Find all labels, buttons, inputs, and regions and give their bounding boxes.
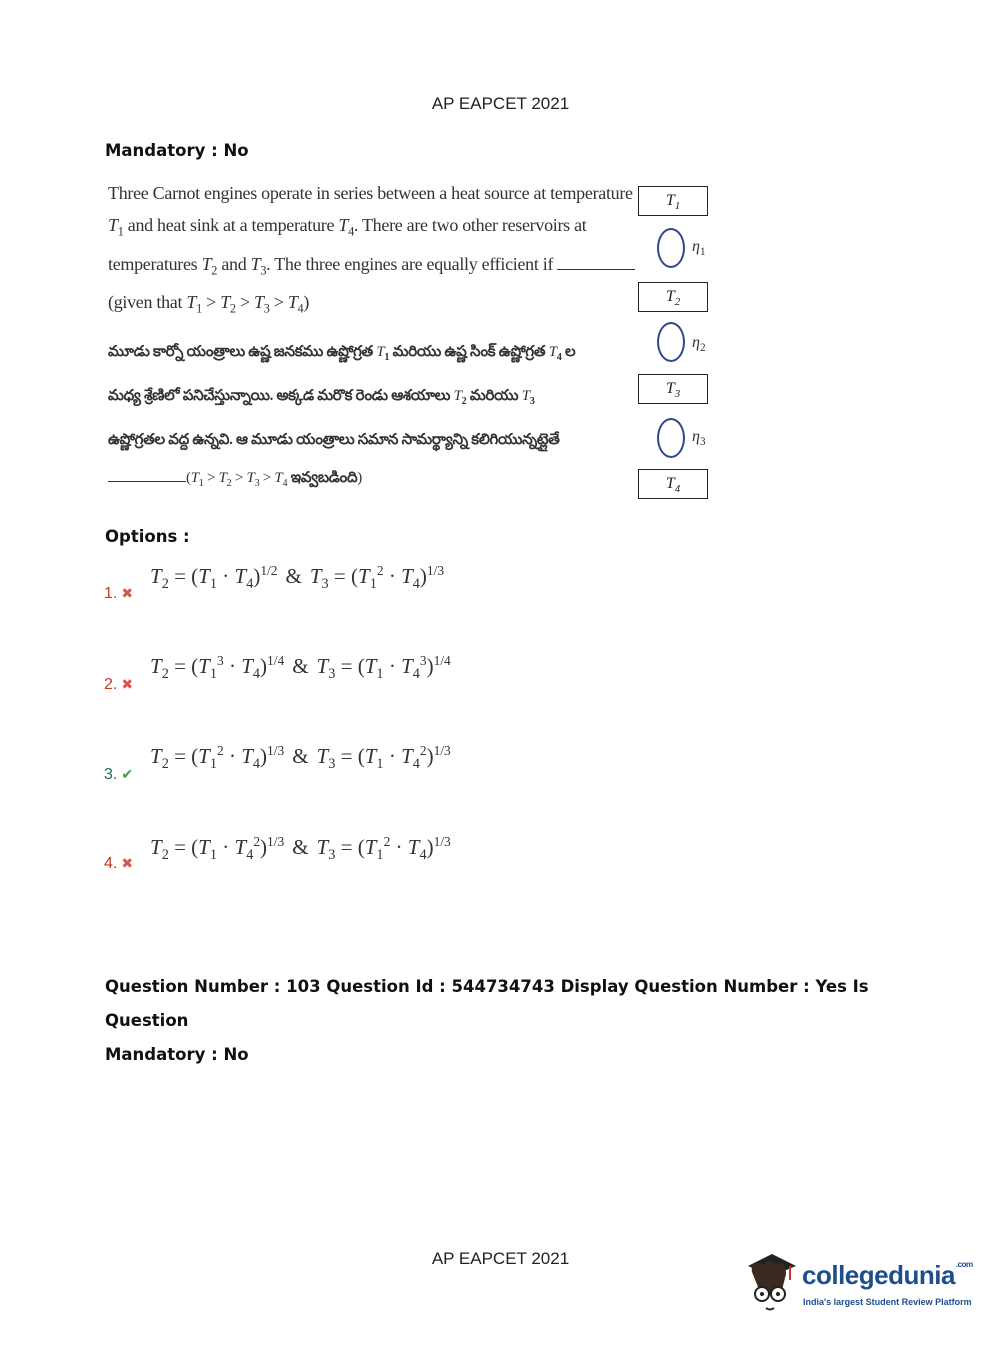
check-mark-icon: ✔ [121, 766, 134, 782]
option-3[interactable]: 3. ✔ [104, 766, 134, 783]
options-label: Options : [105, 527, 190, 546]
question-line-4: (given that $T_1 > T_2 > T_3 > T_4$) [108, 292, 310, 316]
question-meta [105, 970, 905, 1072]
answer-blank-telugu [108, 463, 186, 482]
engine-2-icon [657, 322, 685, 362]
collegedunia-logo [742, 1250, 972, 1320]
question-line-3: temperatures $T_2$ and $T_3$. The three engines are equally efficient if [108, 248, 618, 287]
option-2[interactable]: 2. ✖ [104, 676, 134, 693]
mandatory-label: Mandatory : No [105, 141, 249, 160]
question-meta-line-1: Question Number : 103 Question Id : 544734743 Display Question Number : Yes Is Question [105, 977, 869, 1030]
question-line-1: Three Carnot engines operate in series between a heat source at temperature [108, 183, 633, 203]
question-english [108, 177, 633, 325]
reservoir-t1: $T_1$ [638, 186, 708, 216]
reservoir-t4: $T_4$ [638, 469, 708, 499]
wrong-mark-icon: ✖ [121, 676, 134, 692]
wrong-mark-icon: ✖ [121, 585, 134, 601]
option-4[interactable]: 4. ✖ [104, 855, 134, 872]
logo-wordmark: collegedunia$^{.com}$ [802, 1260, 973, 1290]
engine-3-icon [657, 418, 685, 458]
engine-1-icon [657, 228, 685, 268]
reservoir-t2: $T_2$ [638, 282, 708, 312]
option-1[interactable]: 1. ✖ [104, 585, 134, 602]
answer-blank [557, 251, 635, 270]
option-4-formula: $T_2 = (T_1 \cdot T_4^2)^{1/3}$ & $T_3 = (T_1^2 \cdot T_4)^{1/3}$ [150, 834, 451, 864]
mascot-logo-icon [742, 1250, 798, 1316]
reservoir-t3: $T_3$ [638, 374, 708, 404]
efficiency-eta1: $\eta_1$ [692, 238, 706, 259]
option-3-formula: $T_2 = (T_1^2 \cdot T_4)^{1/3}$ & $T_3 = (T_1 \cdot T_4^2)^{1/3}$ [150, 743, 451, 773]
logo-tagline: India's largest Student Review Platform [803, 1297, 972, 1307]
page-header: AP EAPCET 2021 [431, 94, 570, 113]
question-meta-line-2: Mandatory : No [105, 1045, 249, 1064]
wrong-mark-icon: ✖ [121, 855, 134, 871]
option-2-formula: $T_2 = (T_1^3 \cdot T_4)^{1/4}$ & $T_3 = (T_1 \cdot T_4^3)^{1/4}$ [150, 653, 451, 683]
question-line-2: $T_1$ and heat sink at a temperature $T_4$. There are two other reservoirs at [108, 215, 587, 239]
efficiency-eta3: $\eta_3$ [692, 428, 706, 449]
page-footer: AP EAPCET 2021 [431, 1249, 570, 1268]
efficiency-eta2: $\eta_2$ [692, 334, 706, 355]
question-telugu: మూడు కార్నో యంత్రాలు ఉష్ణ జనకము ఉష్ణోగ్రత $T_1$ మరియు ఉష్ణ సింక్ ఉష్ణోగ్రత $T_4$ ల మధ్య శ్రేణిలో పనిచేస్తున్నాయి. అక్కడ మరొక రెండు ఆశయాలు $T_2$ మరియు $T_3$ ఉష్ణోగ్రతల వద్ద ఉన్నవి. ఆ మూడు యంత్రాలు సమాన సామర్థ్యాన్ని కలిగియున్నట్లైతే ($T_1 > T_2 > T_3 > T_4$ ఇవ్వబడింది) [108, 344, 576, 489]
option-1-formula: $T_2 = (T_1 \cdot T_4)^{1/2}$ & $T_3 = (T_1^2 \cdot T_4)^{1/3}$ [150, 563, 445, 593]
